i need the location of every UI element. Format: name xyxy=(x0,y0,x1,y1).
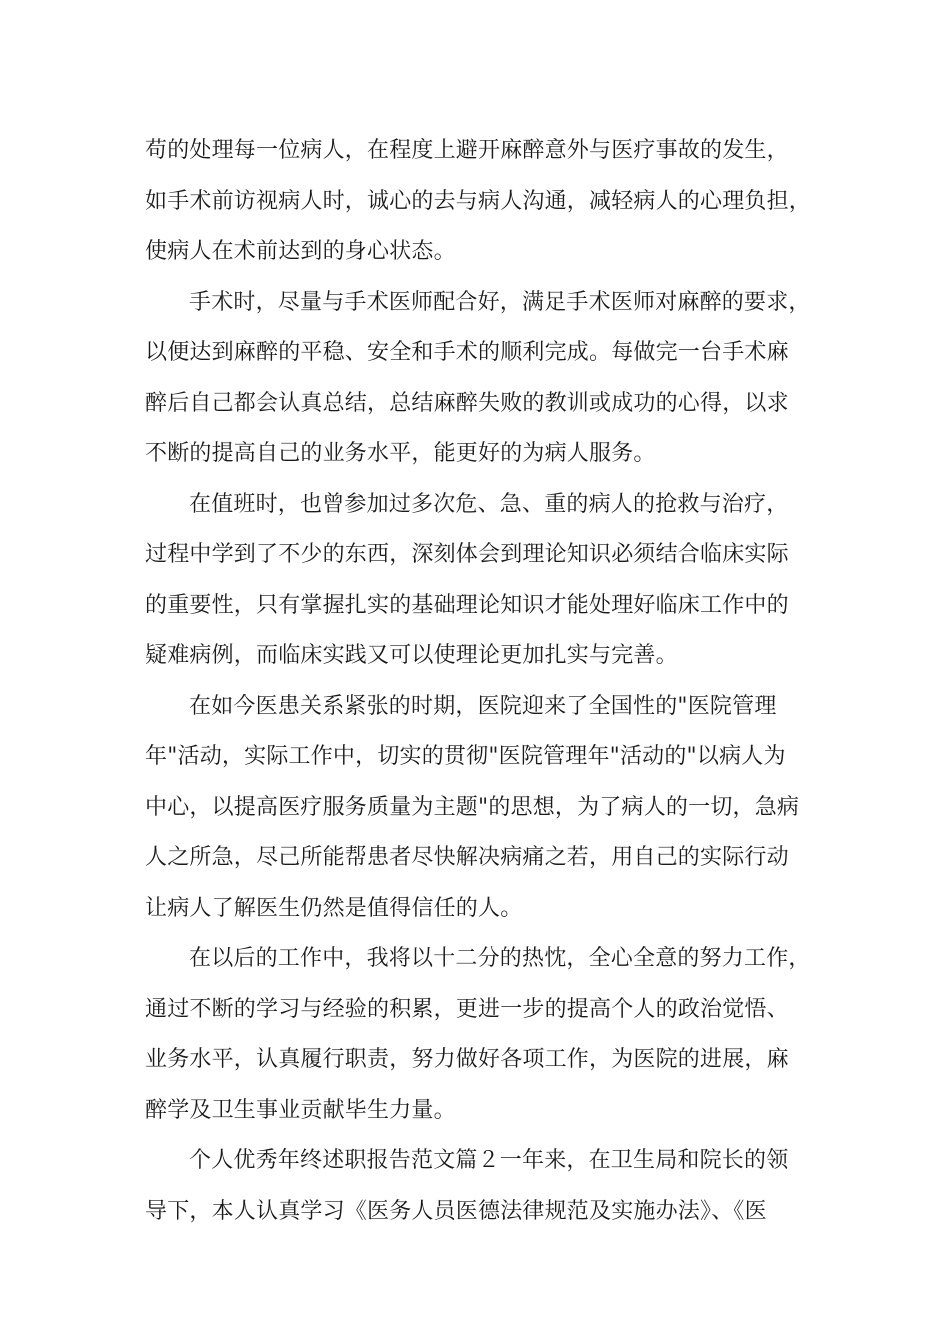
text-line: 的重要性，只有掌握扎实的基础理论知识才能处理好临床工作中的 xyxy=(145,592,789,618)
text-line: 在如今医患关系紧张的时期，医院迎来了全国性的"医院管理 xyxy=(189,693,777,719)
text-line: 使病人在术前达到的身心状态。 xyxy=(145,239,456,264)
text-line: 在以后的工作中，我将以十二分的热忱，全心全意的努力工作， xyxy=(189,946,811,971)
text-line: 手术时，尽量与手术医师配合好，满足手术医师对麻醉的要求， xyxy=(189,289,811,315)
text-line: 以便达到麻醉的平稳、安全和手术的顺利完成。每做完一台手术麻 xyxy=(145,340,789,365)
text-line: 人之所急，尽己所能帮患者尽快解决病痛之若，用自己的实际行动 xyxy=(145,845,789,870)
text-line: 醉学及卫生事业贡献毕生力量。 xyxy=(145,1097,456,1123)
text-line: 过程中学到了不少的东西，深刻体会到理论知识必须结合临床实际 xyxy=(145,542,789,567)
text-line: 不断的提高自己的业务水平，能更好的为病人服务。 xyxy=(145,441,656,466)
text-line: 通过不断的学习与经验的积累，更进一步的提高个人的政治觉悟、 xyxy=(145,996,789,1022)
text-line: 醉后自己都会认真总结，总结麻醉失败的教训或成功的心得，以求 xyxy=(145,390,789,416)
text-line: 在值班时，也曾参加过多次危、急、重的病人的抢救与治疗， xyxy=(189,491,789,517)
text-line: 苟的处理每一位病人，在程度上避开麻醉意外与医疗事故的发生， xyxy=(145,138,789,163)
text-line: 年"活动，实际工作中，切实的贯彻"医院管理年"活动的"以病人为 xyxy=(145,744,786,769)
text-line: 如手术前访视病人时，诚心的去与病人沟通，减轻病人的心理负担， xyxy=(145,188,812,214)
text-line: 业务水平，认真履行职责，努力做好各项工作，为医院的进展，麻 xyxy=(145,1047,789,1072)
text-line: 疑难病例，而临床实践又可以使理论更加扎实与完善。 xyxy=(145,643,678,668)
text-line: 导下，本人认真学习《医务人员医德法律规范及实施办法》、《医 xyxy=(145,1198,767,1224)
document-body xyxy=(145,126,835,1237)
text-line: 让病人了解医生仍然是值得信任的人。 xyxy=(145,895,523,921)
text-line: 中心，以提高医疗服务质量为主题"的思想，为了病人的一切，急病 xyxy=(145,794,800,820)
text-line: 个人优秀年终述职报告范文篇２一年来，在卫生局和院长的领 xyxy=(189,1148,789,1173)
